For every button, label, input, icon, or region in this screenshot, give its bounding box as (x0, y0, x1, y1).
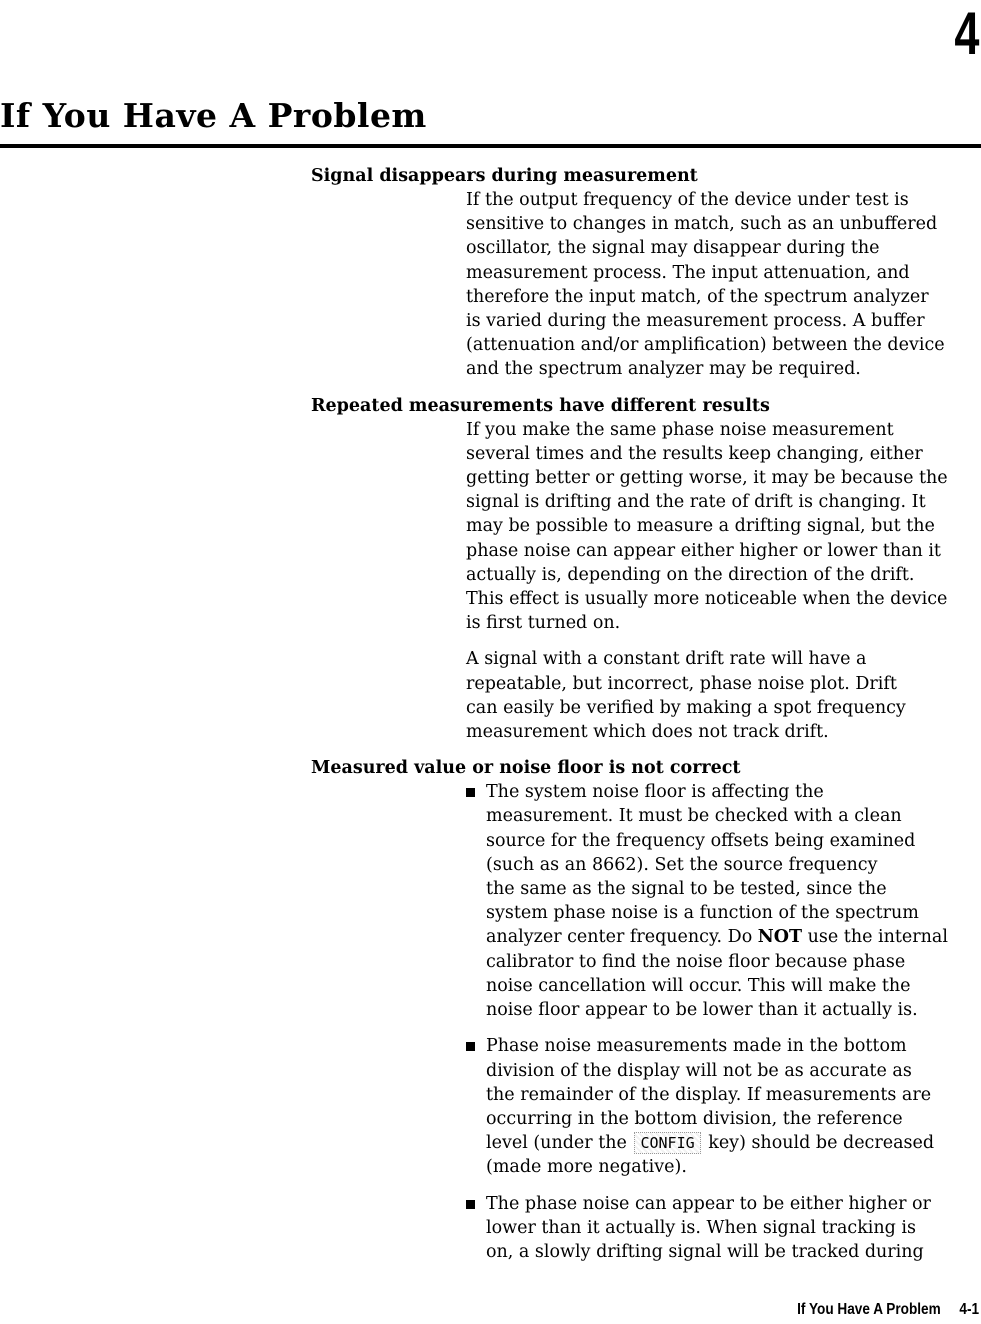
section-body (466, 188, 981, 382)
text-fragment: level (under the (486, 1133, 627, 1154)
text-line: the same as the signal to be tested, since the (486, 879, 887, 900)
text-fragment: use the internal (802, 927, 948, 948)
text-line (486, 925, 981, 949)
section-body (466, 780, 981, 1264)
text-line: lower than it actually is. When signal tracking is (486, 1217, 917, 1238)
text-line: measurement process. The input attenuation, and (466, 262, 910, 283)
text-line: repeatable, but incorrect, phase noise plot. Drift (466, 673, 897, 694)
text-line: system phase noise is a function of the spectrum (486, 903, 919, 924)
paragraph (466, 418, 981, 636)
bullet-item (466, 780, 981, 1022)
text-fragment: analyzer center frequency. Do (486, 927, 758, 948)
paragraph (466, 188, 981, 382)
text-line: actually is, depending on the direction of the drift. (466, 564, 915, 585)
paragraph (466, 647, 981, 744)
text-line: can easily be verified by making a spot frequency (466, 697, 906, 718)
text-line: noise floor appear to be lower than it actually is. (486, 1000, 918, 1021)
bullet-square-icon (466, 788, 475, 797)
text-line: the remainder of the display. If measurements are (486, 1084, 932, 1105)
section-body (466, 418, 981, 745)
text-line: oscillator, the signal may disappear during the (466, 238, 880, 259)
bullet-item (466, 1192, 981, 1265)
section-repeated-measurements (0, 394, 981, 745)
text-line: signal is drifting and the rate of drift is changing. It (466, 492, 926, 513)
text-line: is first turned on. (466, 613, 621, 634)
text-line: noise cancellation will occur. This will make the (486, 975, 911, 996)
text-line: therefore the input match, of the spectrum analyzer (466, 286, 929, 307)
section-heading: Signal disappears during measurement (311, 166, 698, 186)
text-line: (attenuation and/or amplification) between the device (466, 335, 945, 356)
section-measured-value (0, 756, 981, 1264)
section-signal-disappears (0, 164, 981, 382)
text-line: and the spectrum analyzer may be required. (466, 359, 861, 380)
chapter-title: If You Have A Problem (0, 96, 427, 135)
page-number: 4-1 (959, 1301, 979, 1318)
text-line: several times and the results keep changing, either (466, 443, 923, 464)
config-softkey[interactable]: CONFIG (634, 1132, 700, 1154)
text-line: getting better or getting worse, it may be because the (466, 468, 948, 489)
text-line: measurement. It must be checked with a clean (486, 806, 902, 827)
text-line: If the output frequency of the device under test is (466, 190, 909, 210)
text-line: phase noise can appear either higher or lower than it (466, 540, 941, 561)
text-fragment: key) should be decreased (708, 1133, 935, 1154)
bullet-square-icon (466, 1200, 475, 1209)
footer-title: If You Have A Problem (797, 1301, 941, 1318)
text-line (486, 1131, 981, 1155)
bullet-square-icon (466, 1042, 475, 1051)
text-line: sensitive to changes in match, such as an unbuffered (466, 214, 938, 235)
text-line: The phase noise can appear to be either higher or (486, 1193, 931, 1214)
text-line: on, a slowly drifting signal will be tracked during (486, 1241, 924, 1262)
title-rule (0, 144, 981, 148)
text-line: occurring in the bottom division, the reference (486, 1108, 903, 1129)
text-line: Phase noise measurements made in the bottom (486, 1036, 907, 1057)
text-line: The system noise floor is affecting the (486, 782, 824, 803)
text-line: source for the frequency offsets being examined (486, 830, 916, 851)
text-line: (such as an 8662). Set the source frequency (486, 854, 878, 875)
page-content (0, 164, 981, 1264)
section-heading: Measured value or noise floor is not correct (311, 758, 741, 779)
bullet-item (466, 1034, 981, 1179)
text-line: If you make the same phase noise measurement (466, 419, 894, 440)
text-line: A signal with a constant drift rate will have a (466, 649, 867, 670)
text-line: (made more negative). (486, 1157, 687, 1178)
page-footer (797, 1300, 979, 1320)
text-line: division of the display will not be as accurate as (486, 1060, 912, 1081)
section-heading: Repeated measurements have different results (311, 395, 770, 416)
text-line: This effect is usually more noticeable when the device (466, 589, 948, 610)
text-line: measurement which does not track drift. (466, 722, 829, 743)
emphasis-not: NOT (757, 927, 803, 948)
text-line: may be possible to measure a drifting signal, but the (466, 516, 935, 537)
chapter-number: 4 (953, 0, 979, 67)
text-line: calibrator to find the noise floor because phase (486, 951, 906, 972)
text-line: is varied during the measurement process. A buffer (466, 311, 925, 332)
